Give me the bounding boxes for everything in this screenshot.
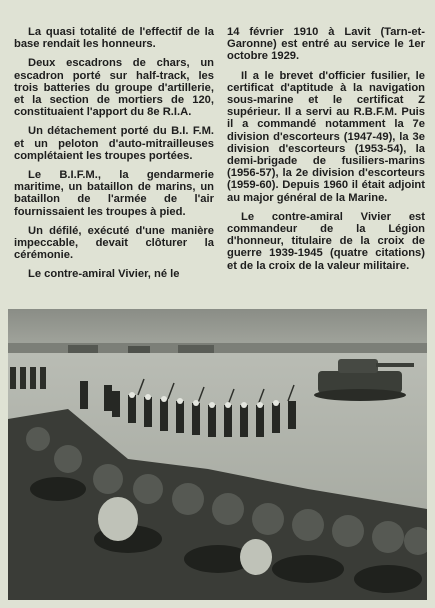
paragraph: La quasi totalité de l'effectif de la base rendait les honneurs. [14,26,214,51]
paragraph: Le contre-amiral Vivier, né le [28,268,180,281]
paragraph: Le contre-amiral Vivier est commandeur de la Légion d'honneur, titulaire de la croix de guerre 1939-1945 (quatre citations) et de la croix de la valeur militaire. [227,210,425,272]
paragraph: Un défilé, exécuté d'une manière impeccable, devait clôturer la cérémonie. [14,224,214,262]
paragraph: Il a le brevet d'officier fusilier, le certificat d'aptitude à la navigation sous-marine et le certificat Z supérieur. Il a servi au R.B.F.M. Puis il a commandé notamment la 7e division d'escorteurs (1947-49), la 3e division d'escorteurs (1953-54), la demi-brigade de fusiliers-marins (1956-57), la 2e division d'escorteurs (1959-60). Depuis 1960 il était adjoint au major général de la Marine. [227,69,425,204]
paragraph: 14 février 1910 à Lavit (Tarn-et-Garonne) est entré au service le 1er octobre 1929. [227,26,425,63]
article-column-left [14,26,214,288]
parade-photo [8,309,427,600]
paragraph: Un détachement porté du B.I. F.M. et un peloton d'auto-mitrailleuses complétaient les troupes portées. [14,125,214,162]
article-column-right [227,26,425,279]
paragraph: Le B.I.F.M., la gendarmerie maritime, un bataillon de marins, un bataillon de l'armée de l'air fournissaient les troupes à pied. [14,169,214,218]
paragraph: Deux escadrons de chars, un escadron porté sur half-track, les trois batteries du groupe d'artillerie, et la section de mortiers de 120, constituaient l'apport du 8e R.I.A. [14,57,214,119]
